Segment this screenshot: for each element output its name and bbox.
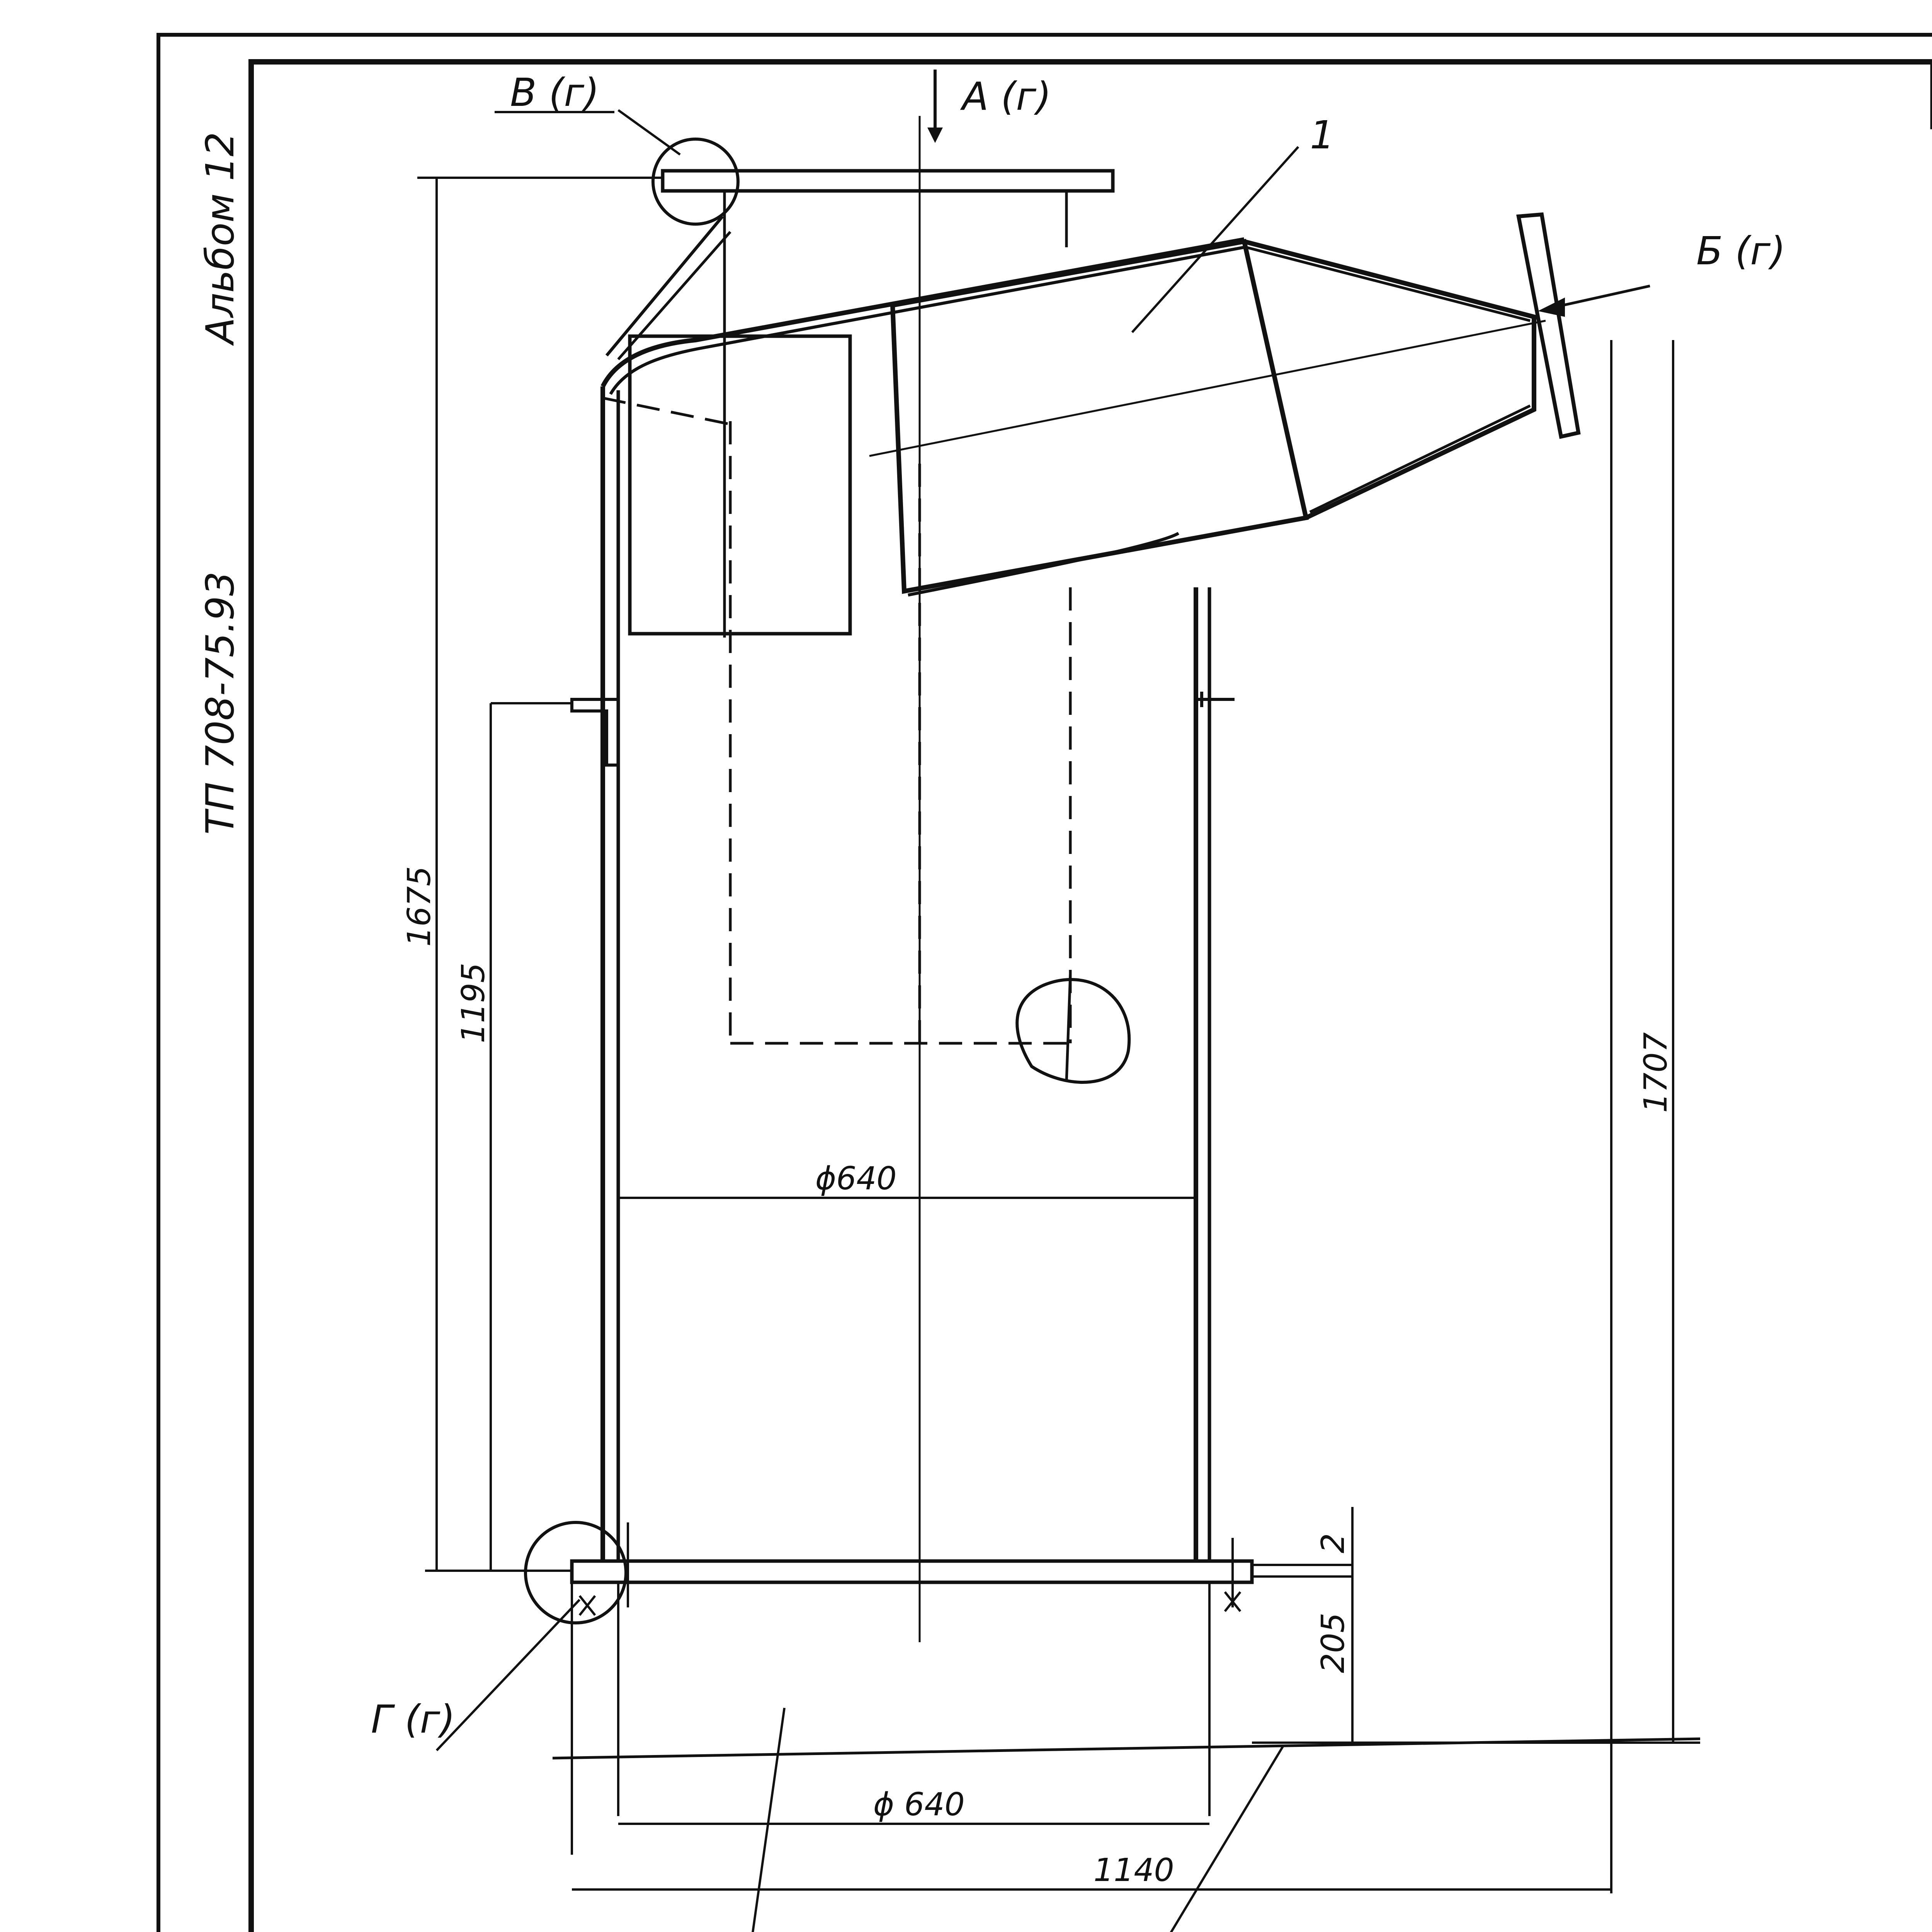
dim-1140: 1140 (1094, 1852, 1174, 1889)
view-b-label: В (г) (510, 70, 599, 115)
inner-frame (251, 62, 1932, 1932)
top-flange (663, 171, 1113, 191)
dim-1195: 1195 (455, 963, 492, 1043)
dim-2: 2 (1315, 1533, 1352, 1553)
dim-1707: 1707 (1638, 1032, 1674, 1113)
dim-1675: 1675 (401, 866, 438, 947)
dim-phi640-top: ϕ640 (815, 1160, 897, 1197)
view-g-label: Г (г) (371, 1697, 456, 1742)
view-a-label: А (г) (962, 74, 1051, 119)
view-bb-label: Б (г) (1696, 228, 1786, 274)
album-label: Альбом 12 (197, 132, 243, 344)
dim-phi640-bottom: ϕ 640 (873, 1786, 965, 1823)
inner-window (630, 336, 850, 634)
project-code: ТП 708-75.93 (197, 571, 243, 835)
bottom-flange (572, 1561, 1252, 1582)
dim-205: 205 (1315, 1612, 1352, 1673)
item-1-label: 1 (1310, 112, 1335, 158)
